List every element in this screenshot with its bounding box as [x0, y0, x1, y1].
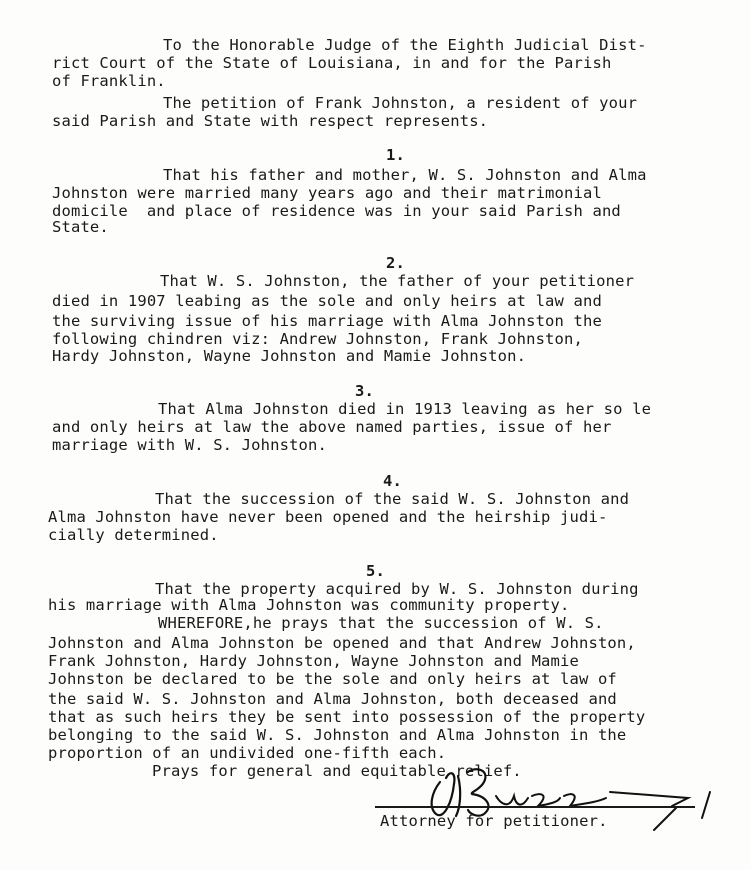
- section-number-3: 3.: [355, 382, 374, 400]
- section-3-line-1: That Alma Johnston died in 1913 leaving as her so le: [158, 400, 652, 418]
- section-2-line-4: following chindren viz: Andrew Johnston, Frank Johnston,: [52, 330, 583, 348]
- intro-line-1: The petition of Frank Johnston, a resident of your: [163, 94, 638, 112]
- attorney-label: Attorney for petitioner.: [380, 812, 608, 830]
- section-number-4: 4.: [383, 472, 402, 490]
- section-4-line-2: Alma Johnston have never been opened and the heirship judi-: [48, 508, 608, 526]
- section-4-line-1: That the succession of the said W. S. Johnston and: [155, 490, 630, 508]
- wherefore-line-6: that as such heirs they be sent into possession of the property: [48, 708, 646, 726]
- wherefore-line-3: Frank Johnston, Hardy Johnston, Wayne Johnston and Mamie: [48, 652, 579, 670]
- address-line-2: rict Court of the State of Louisiana, in and for the Parish: [52, 54, 612, 72]
- section-3-line-3: marriage with W. S. Johnston.: [52, 436, 327, 454]
- section-2-line-3: the surviving issue of his marriage with Alma Johnston the: [52, 312, 602, 330]
- section-1-line-4: State.: [52, 218, 109, 236]
- section-2-line-1: That W. S. Johnston, the father of your petitioner: [160, 272, 635, 290]
- signature-line: [375, 806, 695, 808]
- wherefore-line-2: Johnston and Alma Johnston be opened and that Andrew Johnston,: [48, 634, 636, 652]
- section-2-line-2: died in 1907 leabing as the sole and only heirs at law and: [52, 292, 602, 310]
- section-3-line-2: and only heirs at law the above named parties, issue of her: [52, 418, 612, 436]
- section-5-line-2: his marriage with Alma Johnston was community property.: [48, 596, 570, 614]
- section-number-1: 1.: [386, 146, 405, 164]
- wherefore-line-8: proportion of an undivided one-fifth each.: [48, 744, 447, 762]
- section-2-line-5: Hardy Johnston, Wayne Johnston and Mamie Johnston.: [52, 347, 527, 365]
- intro-line-2: said Parish and State with respect represents.: [52, 112, 489, 130]
- address-line-1: To the Honorable Judge of the Eighth Judicial Dist-: [163, 36, 647, 54]
- section-1-line-1: That his father and mother, W. S. Johnston and Alma: [163, 166, 647, 184]
- prayer-line: Prays for general and equitable relief.: [152, 762, 522, 780]
- section-number-5: 5.: [366, 562, 385, 580]
- wherefore-line-4: Johnston be declared to be the sole and only heirs at law of: [48, 670, 617, 688]
- wherefore-line-1: WHEREFORE,he prays that the succession of W. S.: [158, 614, 604, 632]
- section-number-2: 2.: [386, 254, 405, 272]
- section-1-line-2: Johnston were married many years ago and their matrimonial: [52, 184, 602, 202]
- section-1-line-3: domicile and place of residence was in your said Parish and: [52, 202, 621, 220]
- wherefore-line-5: the said W. S. Johnston and Alma Johnston, both deceased and: [48, 690, 617, 708]
- wherefore-line-7: belonging to the said W. S. Johnston and Alma Johnston in the: [48, 726, 627, 744]
- section-5-line-1: That the property acquired by W. S. Johnston during: [155, 580, 639, 598]
- section-4-line-3: cially determined.: [48, 526, 219, 544]
- address-line-3: of Franklin.: [52, 72, 166, 90]
